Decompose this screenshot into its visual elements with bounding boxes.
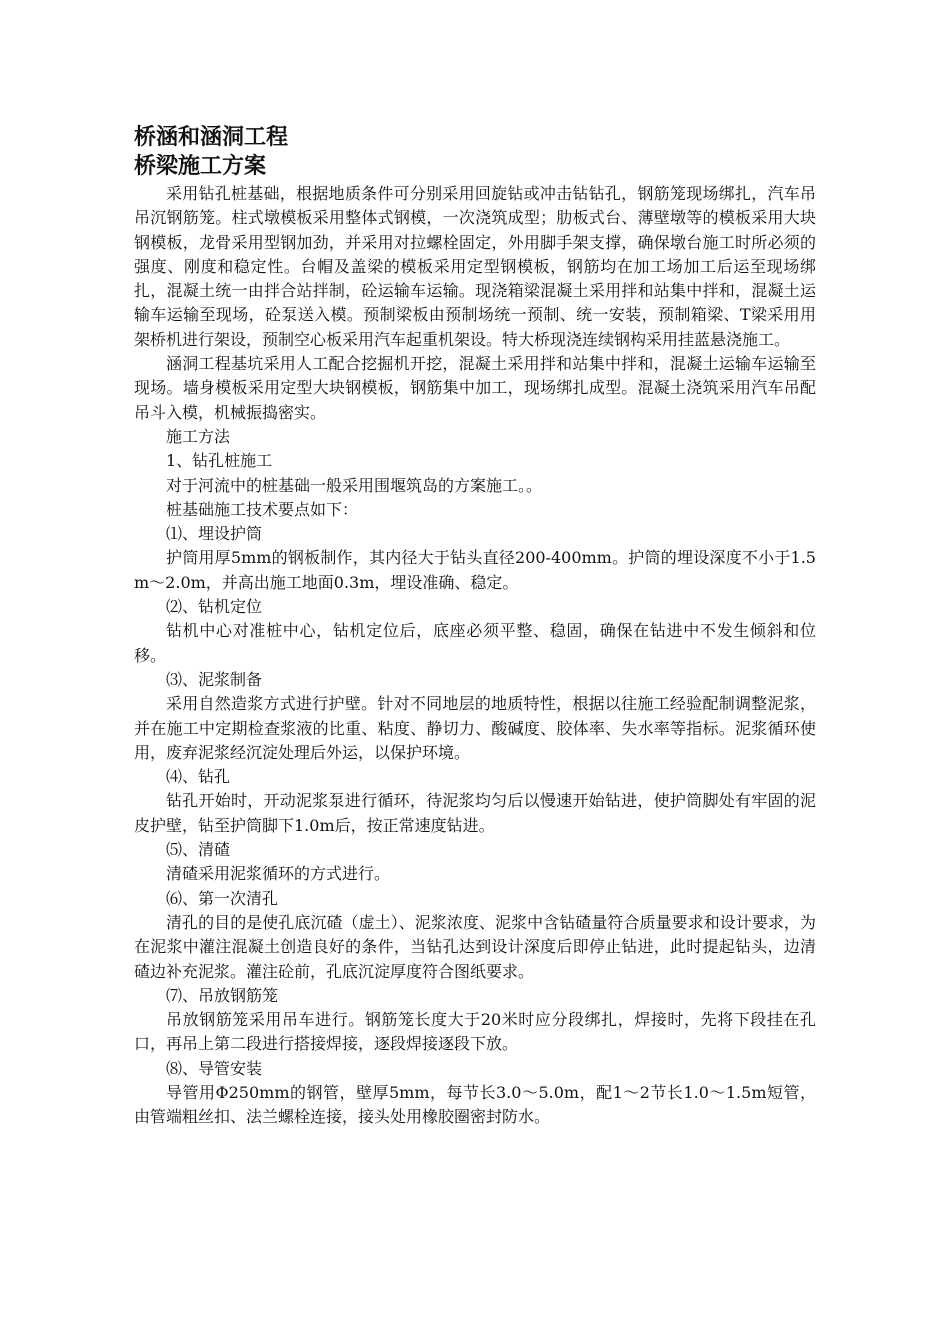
document-page — [134, 122, 816, 1130]
paragraph: 护筒用厚5mm的钢板制作，其内径大于钻头直径200-400mm。护筒的埋设深度不小于1.5m～2.0m，并高出施工地面0.3m，埋设准确、稳定。 — [134, 548, 816, 592]
paragraph: 清孔的目的是使孔底沉碴（虚土）、泥浆浓度、泥浆中含钻碴量符合质量要求和设计要求，为在泥浆中灌注混凝土创造良好的条件，当钻孔达到设计深度后即停止钻进，此时提起钻头，边清碴边补充泥浆。灌注砼前，孔底沉淀厚度符合图纸要求。 — [134, 912, 816, 981]
paragraph: 涵洞工程基坑采用人工配合挖掘机开挖，混凝土采用拌和站集中拌和，混凝土运输车运输至现场。墙身模板采用定型大块钢模板，钢筋集中加工，现场绑扎成型。混凝土浇筑采用汽车吊配吊斗入模，机械振捣密实。 — [134, 354, 816, 422]
step-heading: ⑷、钻孔 — [166, 767, 231, 787]
step-heading: ⑺、吊放钢筋笼 — [166, 985, 279, 1005]
paragraph: 桩基础施工技术要点如下： — [166, 499, 359, 519]
paragraph: 采用自然造浆方式进行护壁。针对不同地层的地质特性，根据以往施工经验配制调整泥浆，并在施工中定期检查浆液的比重、粘度、静切力、酸碱度、胶体率、失水率等指标。泥浆循环使用，废弃泥浆经沉淀处理后外运，以保护环境。 — [134, 694, 816, 762]
step-heading: ⑴、埋设护筒 — [166, 524, 263, 544]
paragraph: 对于河流中的桩基础一般采用围堰筑岛的方案施工。。 — [166, 475, 543, 495]
step-heading: ⑶、泥浆制备 — [166, 669, 263, 689]
step-heading: ⑵、钻机定位 — [166, 597, 263, 617]
section-heading: 施工方法 — [166, 426, 231, 446]
paragraph: 吊放钢筋笼采用吊车进行。钢筋笼长度大于20米时应分段绑扎，焊接时，先将下段挂在孔口，再吊上第二段进行搭接焊接，逐段焊接逐段下放。 — [134, 1010, 816, 1054]
paragraph: 导管用Φ250mm的钢管，壁厚5mm，每节长3.0～5.0m，配1～2节长1.0～1.5m短管，由管端粗丝扣、法兰螺栓连接，接头处用橡胶圈密封防水。 — [134, 1082, 816, 1127]
paragraph: 清碴采用泥浆循环的方式进行。 — [166, 864, 391, 884]
document-title: 桥涵和涵洞工程 — [134, 124, 289, 150]
step-heading: ⑸、清碴 — [166, 840, 231, 860]
step-heading: ⑹、第一次清孔 — [166, 888, 279, 908]
section-heading: 1、钻孔桩施工 — [166, 451, 273, 471]
section-title: 桥梁施工方案 — [134, 153, 267, 179]
paragraph: 钻孔开始时，开动泥浆泵进行循环，待泥浆均匀后以慢速开始钻进，使护筒脚处有牢固的泥皮护壁，钻至护筒脚下1.0m后，按正常速度钻进。 — [134, 791, 816, 835]
paragraph: 钻机中心对准桩中心，钻机定位后，底座必须平整、稳固，确保在钻进中不发生倾斜和位移。 — [134, 621, 816, 665]
step-heading: ⑻、导管安装 — [166, 1058, 263, 1078]
paragraph: 采用钻孔桩基础，根据地质条件可分别采用回旋钻或冲击钻钻孔，钢筋笼现场绑扎，汽车吊吊沉钢筋笼。柱式墩模板采用整体式钢模，一次浇筑成型；肋板式台、薄壁墩等的模板采用大块钢模板，龙骨采用型钢加劲，并采用对拉螺栓固定，外用脚手架支撑，确保墩台施工时所必须的强度、刚度和稳定性。台帽及盖梁的模板采用定型钢模板，钢筋均在加工场加工后运至现场绑扎，混凝土统一由拌合站拌制，砼运输车运输。现浇箱梁混凝土采用拌和站集中拌和，混凝土运输车运输至现场，砼泵送入模。预制梁板由预制场统一预制、统一安装，预制箱梁、T梁采用用架桥机进行架设，预制空心板采用汽车起重机架设。特大桥现浇连续钢构采用挂蓝悬浇施工。 — [134, 184, 816, 349]
